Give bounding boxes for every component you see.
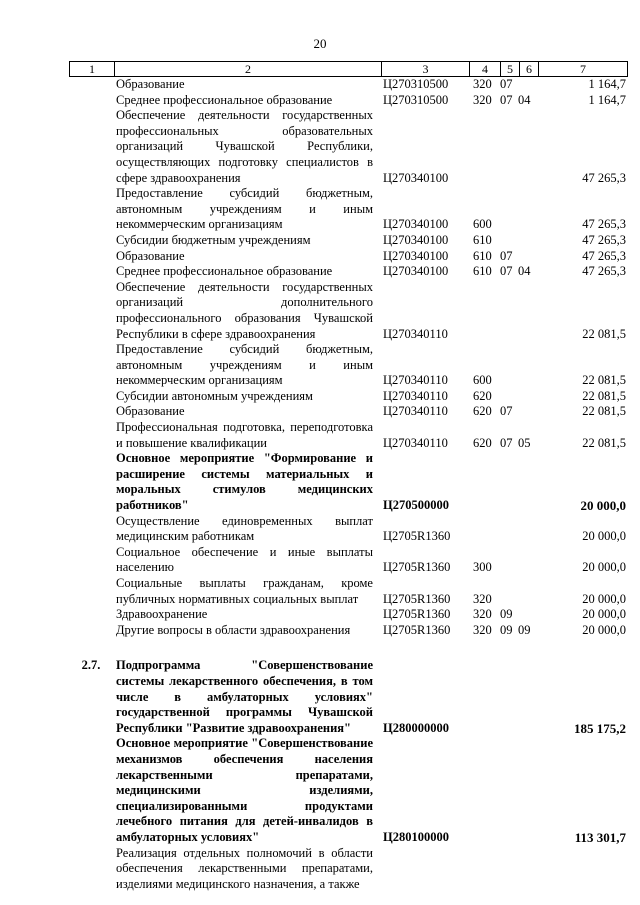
table-row (69, 108, 626, 186)
row-code: Ц270340100 (383, 264, 449, 279)
row-pr: 09 (518, 622, 531, 637)
table-row (69, 658, 626, 736)
table-body (69, 77, 626, 892)
row-sum: 20 000,0 (582, 622, 626, 637)
row-name: Социальное обеспечение и иные выплаты населению (116, 544, 373, 575)
row-rz: 07 (500, 435, 513, 450)
row-sum: 113 301,7 (574, 829, 626, 845)
row-code: Ц270500000 (383, 498, 449, 513)
table-row (69, 249, 626, 265)
row-sum: 22 081,5 (582, 388, 626, 403)
row-name: Субсидии бюджетным учреждениям (116, 232, 311, 247)
row-vr: 320 (473, 591, 492, 606)
table-row (69, 514, 626, 545)
row-pr: 04 (518, 92, 531, 107)
row-rz: 07 (500, 92, 513, 107)
header-col-2: 2 (115, 62, 382, 76)
row-code: Ц270340100 (383, 217, 449, 232)
row-code: Ц270340100 (383, 170, 449, 185)
table-row (69, 404, 626, 420)
row-sum: 185 175,2 (574, 720, 626, 736)
row-vr: 300 (473, 560, 492, 575)
row-code: Ц270310500 (383, 92, 449, 107)
row-sum: 20 000,0 (582, 529, 626, 544)
table-row (69, 280, 626, 342)
row-code: Ц2705R1360 (383, 591, 451, 606)
row-name: Обеспечение деятельности государственных организаций дополнительного профессионального образования Чувашской Республики в сфере здравоохранения (116, 279, 373, 341)
row-sum: 20 000,0 (580, 498, 626, 514)
row-name: Основное мероприятие "Формирование и расширение системы материальных и моральных стимулов медицинских работников" (116, 451, 373, 513)
row-code: Ц270340110 (383, 388, 448, 403)
row-sum: 47 265,3 (582, 264, 626, 279)
row-vr: 320 (473, 77, 492, 91)
row-sum: 47 265,3 (582, 217, 626, 232)
row-code: Ц270340100 (383, 248, 449, 263)
table-row (69, 846, 626, 893)
row-rz: 07 (500, 404, 513, 419)
header-col-7: 7 (580, 62, 586, 76)
table-row (69, 451, 626, 513)
row-rz: 07 (500, 264, 513, 279)
row-name: Реализация отдельных полномочий в области обеспечения лекарственными препаратами, изделиями медицинского назначения, а также (116, 845, 373, 891)
row-rz: 07 (500, 248, 513, 263)
header-col-5: 5 (501, 62, 520, 76)
table-row (69, 93, 626, 109)
row-sum: 47 265,3 (582, 170, 626, 185)
row-name: Социальные выплаты гражданам, кроме публичных нормативных социальных выплат (116, 576, 373, 606)
header-col-1: 1 (70, 62, 115, 76)
row-vr: 620 (473, 388, 492, 403)
row-code: Ц2705R1360 (383, 529, 451, 544)
row-sum: 47 265,3 (582, 248, 626, 263)
table-row (69, 545, 626, 576)
row-code: Ц270340110 (383, 373, 448, 388)
row-vr: 610 (473, 264, 492, 279)
table-row (69, 736, 626, 845)
row-code: Ц2705R1360 (383, 560, 451, 575)
row-rz: 09 (500, 622, 513, 637)
table-row (69, 420, 626, 451)
row-pr: 04 (518, 264, 531, 279)
row-code: Ц270340110 (383, 326, 448, 341)
row-sum: 1 164,7 (588, 77, 626, 91)
table-row (69, 264, 626, 280)
table-row (69, 623, 626, 639)
header-col-6: 6 (520, 62, 539, 76)
header-col-4: 4 (470, 62, 501, 76)
row-name: Основное мероприятие "Совершенствование механизмов обеспечения населения лекарственными препаратами, медицинскими изделиями, специализированными продуктами лечебного питания для детей-инвалидов в амбулаторных условиях" (116, 736, 373, 844)
row-name: Обеспечение деятельности государственных профессиональных образовательных организаций Чувашской Республики, осуществляющих подготовку специалистов в сфере здравоохранения (116, 108, 373, 185)
row-vr: 610 (473, 248, 492, 263)
row-name: Профессиональная подготовка, переподготовка и повышение квалификации (116, 420, 373, 450)
row-number: 2.7. (81, 658, 101, 673)
row-sum: 47 265,3 (582, 232, 626, 247)
page-number: 20 (313, 36, 327, 51)
row-sum: 1 164,7 (588, 92, 626, 107)
row-vr: 620 (473, 435, 492, 450)
row-name: Предоставление субсидий бюджетным, автономным учреждениям и иным некоммерческим организациям (116, 186, 373, 232)
row-sum: 20 000,0 (582, 591, 626, 606)
row-sum: 22 081,5 (582, 373, 626, 388)
row-code: Ц280000000 (383, 720, 449, 735)
row-name: Образование (116, 248, 185, 263)
row-code: Ц270340100 (383, 232, 449, 247)
row-name: Другие вопросы в области здравоохранения (116, 622, 351, 637)
table-header (69, 61, 628, 77)
row-code: Ц270340110 (383, 404, 448, 419)
table-row (69, 77, 626, 93)
row-sum: 22 081,5 (582, 435, 626, 450)
row-code: Ц270310500 (383, 77, 449, 91)
row-name: Предоставление субсидий бюджетным, автономным учреждениям и иным некоммерческим организациям (116, 342, 373, 388)
table-row (69, 389, 626, 405)
row-sum: 20 000,0 (582, 607, 626, 622)
row-vr: 610 (473, 232, 492, 247)
row-name: Среднее профессиональное образование (116, 92, 333, 107)
row-sum: 22 081,5 (582, 404, 626, 419)
row-pr: 05 (518, 435, 531, 450)
row-name: Осуществление единовременных выплат медицинским работникам (116, 513, 373, 544)
row-rz: 09 (500, 607, 513, 622)
row-vr: 600 (473, 217, 492, 232)
row-vr: 320 (473, 622, 492, 637)
row-name: Субсидии автономным учреждениям (116, 388, 313, 403)
row-name: Образование (116, 404, 185, 419)
header-col-3: 3 (382, 62, 470, 76)
row-name: Образование (116, 77, 185, 91)
row-code: Ц270340110 (383, 435, 448, 450)
row-vr: 320 (473, 92, 492, 107)
row-code: Ц280100000 (383, 829, 449, 844)
row-code: Ц2705R1360 (383, 622, 451, 637)
row-code: Ц2705R1360 (383, 607, 451, 622)
table-row (69, 576, 626, 607)
row-name: Здравоохранение (116, 607, 208, 622)
table-row (69, 607, 626, 623)
row-sum: 22 081,5 (582, 326, 626, 341)
row-vr: 320 (473, 607, 492, 622)
row-sum: 20 000,0 (582, 560, 626, 575)
table-row (69, 186, 626, 233)
row-name: Среднее профессиональное образование (116, 264, 333, 279)
row-rz: 07 (500, 77, 513, 91)
table-row (69, 342, 626, 389)
table-row (69, 233, 626, 249)
row-vr: 620 (473, 404, 492, 419)
row-name: Подпрограмма "Совершенствование системы лекарственного обеспечения, в том числе в амбулаторных условиях" государственной программы Чувашской Республики "Развитие здравоохранения" (116, 658, 373, 735)
row-vr: 600 (473, 373, 492, 388)
